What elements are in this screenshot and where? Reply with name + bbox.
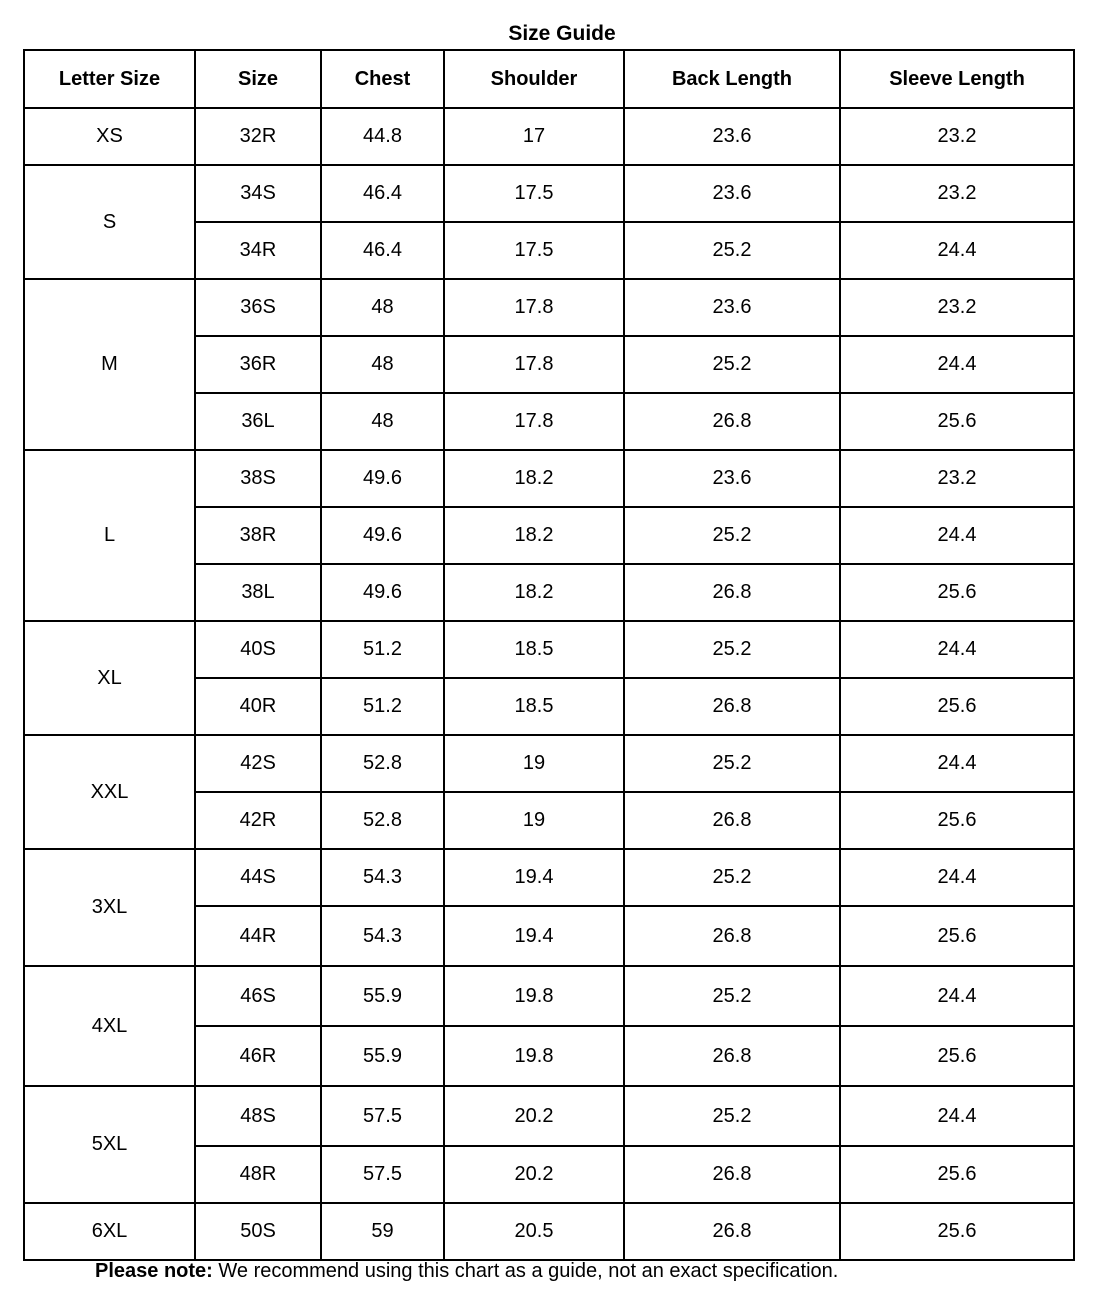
back-length-cell: 25.2	[624, 507, 840, 564]
letter-size-cell: 4XL	[24, 966, 195, 1086]
size-cell: 44S	[195, 849, 321, 906]
back-length-cell: 23.6	[624, 165, 840, 222]
sleeve-length-cell: 24.4	[840, 735, 1074, 792]
back-length-cell: 26.8	[624, 393, 840, 450]
shoulder-cell: 20.5	[444, 1203, 624, 1260]
sleeve-length-cell: 24.4	[840, 621, 1074, 678]
size-cell: 44R	[195, 906, 321, 966]
header-size: Size	[195, 50, 321, 108]
header-back-length: Back Length	[624, 50, 840, 108]
back-length-cell: 26.8	[624, 564, 840, 621]
sleeve-length-cell: 25.6	[840, 906, 1074, 966]
size-cell: 34R	[195, 222, 321, 279]
size-cell: 46R	[195, 1026, 321, 1086]
back-length-cell: 26.8	[624, 1203, 840, 1260]
sleeve-length-cell: 25.6	[840, 792, 1074, 849]
chest-cell: 54.3	[321, 849, 444, 906]
letter-size-cell: XXL	[24, 735, 195, 849]
sleeve-length-cell: 24.4	[840, 966, 1074, 1026]
shoulder-cell: 19.4	[444, 849, 624, 906]
sleeve-length-cell: 23.2	[840, 165, 1074, 222]
shoulder-cell: 19.8	[444, 1026, 624, 1086]
table-header-row	[24, 50, 1074, 108]
table-row	[24, 1203, 1074, 1260]
header-shoulder: Shoulder	[444, 50, 624, 108]
header-letter-size: Letter Size	[24, 50, 195, 108]
chest-cell: 51.2	[321, 678, 444, 735]
shoulder-cell: 20.2	[444, 1086, 624, 1146]
size-cell: 38S	[195, 450, 321, 507]
shoulder-cell: 17.5	[444, 165, 624, 222]
shoulder-cell: 19	[444, 735, 624, 792]
sleeve-length-cell: 24.4	[840, 849, 1074, 906]
size-cell: 50S	[195, 1203, 321, 1260]
chest-cell: 49.6	[321, 450, 444, 507]
shoulder-cell: 19.8	[444, 966, 624, 1026]
size-guide-table	[23, 49, 1075, 1261]
shoulder-cell: 19	[444, 792, 624, 849]
table-row	[24, 849, 1074, 906]
sleeve-length-cell: 23.2	[840, 279, 1074, 336]
disclaimer-note	[95, 1258, 838, 1284]
shoulder-cell: 18.5	[444, 621, 624, 678]
size-cell: 46S	[195, 966, 321, 1026]
sleeve-length-cell: 24.4	[840, 1086, 1074, 1146]
chest-cell: 57.5	[321, 1086, 444, 1146]
sleeve-length-cell: 25.6	[840, 393, 1074, 450]
letter-size-cell: S	[24, 165, 195, 279]
shoulder-cell: 18.5	[444, 678, 624, 735]
back-length-cell: 26.8	[624, 1026, 840, 1086]
sleeve-length-cell: 25.6	[840, 1203, 1074, 1260]
size-cell: 32R	[195, 108, 321, 165]
table-row	[24, 966, 1074, 1026]
chest-cell: 54.3	[321, 906, 444, 966]
chest-cell: 44.8	[321, 108, 444, 165]
shoulder-cell: 17.8	[444, 336, 624, 393]
shoulder-cell: 18.2	[444, 564, 624, 621]
sleeve-length-cell: 23.2	[840, 108, 1074, 165]
chest-cell: 55.9	[321, 1026, 444, 1086]
chest-cell: 52.8	[321, 792, 444, 849]
back-length-cell: 26.8	[624, 678, 840, 735]
sleeve-length-cell: 25.6	[840, 678, 1074, 735]
note-text: We recommend using this chart as a guide, not an exact specification.	[212, 1260, 839, 1282]
page-title: Size Guide	[508, 22, 616, 45]
size-cell: 38L	[195, 564, 321, 621]
table-row	[24, 1086, 1074, 1146]
back-length-cell: 25.2	[624, 621, 840, 678]
sleeve-length-cell: 24.4	[840, 507, 1074, 564]
chest-cell: 59	[321, 1203, 444, 1260]
letter-size-cell: XL	[24, 621, 195, 735]
table-row	[24, 621, 1074, 678]
size-cell: 48R	[195, 1146, 321, 1203]
letter-size-cell: M	[24, 279, 195, 450]
sleeve-length-cell: 24.4	[840, 336, 1074, 393]
back-length-cell: 25.2	[624, 966, 840, 1026]
chest-cell: 51.2	[321, 621, 444, 678]
shoulder-cell: 17.5	[444, 222, 624, 279]
back-length-cell: 26.8	[624, 906, 840, 966]
size-cell: 34S	[195, 165, 321, 222]
chest-cell: 46.4	[321, 222, 444, 279]
shoulder-cell: 20.2	[444, 1146, 624, 1203]
chest-cell: 48	[321, 393, 444, 450]
table-row	[24, 165, 1074, 222]
shoulder-cell: 19.4	[444, 906, 624, 966]
chest-cell: 49.6	[321, 564, 444, 621]
sleeve-length-cell: 23.2	[840, 450, 1074, 507]
letter-size-cell: XS	[24, 108, 195, 165]
back-length-cell: 26.8	[624, 792, 840, 849]
shoulder-cell: 17.8	[444, 279, 624, 336]
back-length-cell: 23.6	[624, 108, 840, 165]
sleeve-length-cell: 24.4	[840, 222, 1074, 279]
back-length-cell: 25.2	[624, 222, 840, 279]
table-row	[24, 735, 1074, 792]
size-cell: 42R	[195, 792, 321, 849]
letter-size-cell: L	[24, 450, 195, 621]
chest-cell: 55.9	[321, 966, 444, 1026]
table-row	[24, 450, 1074, 507]
size-cell: 38R	[195, 507, 321, 564]
shoulder-cell: 17.8	[444, 393, 624, 450]
chest-cell: 52.8	[321, 735, 444, 792]
size-cell: 40S	[195, 621, 321, 678]
header-chest: Chest	[321, 50, 444, 108]
back-length-cell: 23.6	[624, 450, 840, 507]
sleeve-length-cell: 25.6	[840, 1026, 1074, 1086]
note-label: Please note:	[95, 1260, 213, 1282]
back-length-cell: 25.2	[624, 336, 840, 393]
letter-size-cell: 5XL	[24, 1086, 195, 1203]
table-row	[24, 279, 1074, 336]
size-cell: 36L	[195, 393, 321, 450]
size-cell: 48S	[195, 1086, 321, 1146]
shoulder-cell: 18.2	[444, 507, 624, 564]
back-length-cell: 23.6	[624, 279, 840, 336]
back-length-cell: 25.2	[624, 849, 840, 906]
chest-cell: 48	[321, 279, 444, 336]
shoulder-cell: 17	[444, 108, 624, 165]
chest-cell: 49.6	[321, 507, 444, 564]
back-length-cell: 25.2	[624, 735, 840, 792]
size-cell: 36R	[195, 336, 321, 393]
chest-cell: 48	[321, 336, 444, 393]
shoulder-cell: 18.2	[444, 450, 624, 507]
size-cell: 40R	[195, 678, 321, 735]
size-cell: 36S	[195, 279, 321, 336]
back-length-cell: 26.8	[624, 1146, 840, 1203]
chest-cell: 57.5	[321, 1146, 444, 1203]
header-sleeve-length: Sleeve Length	[840, 50, 1074, 108]
back-length-cell: 25.2	[624, 1086, 840, 1146]
table-row	[24, 108, 1074, 165]
letter-size-cell: 3XL	[24, 849, 195, 966]
chest-cell: 46.4	[321, 165, 444, 222]
sleeve-length-cell: 25.6	[840, 564, 1074, 621]
size-cell: 42S	[195, 735, 321, 792]
letter-size-cell: 6XL	[24, 1203, 195, 1260]
sleeve-length-cell: 25.6	[840, 1146, 1074, 1203]
